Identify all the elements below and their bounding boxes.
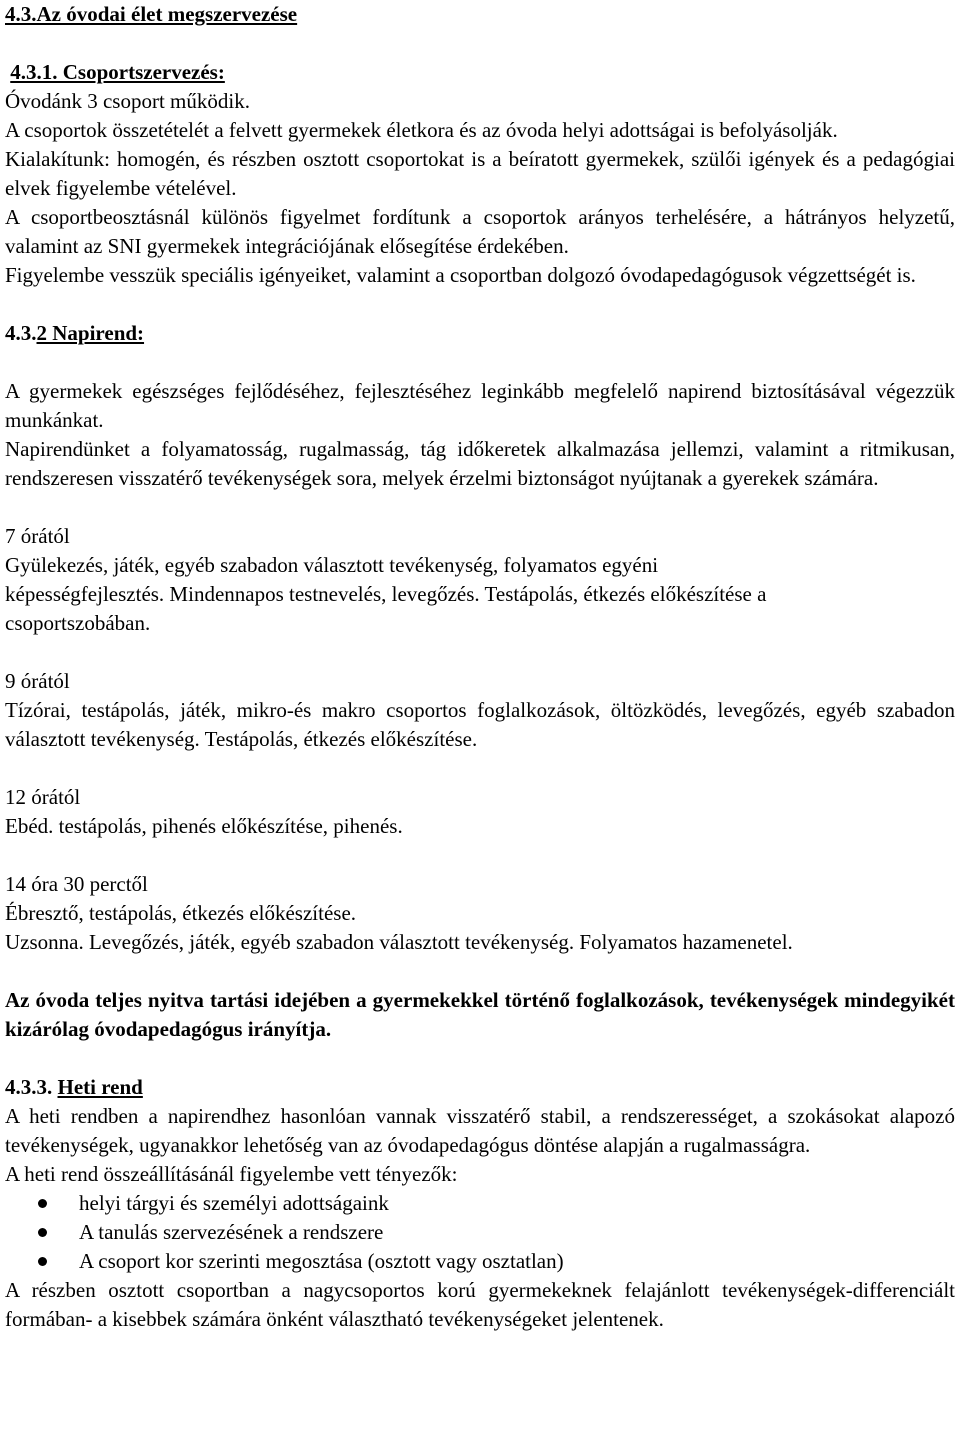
list-item — [5, 1218, 955, 1247]
bold-note: Az óvoda teljes nyitva tartási idejében a gyermekekkel történő foglalkozások, tevékenységek mindegyikét kizárólag óvodapedagógus irányítja. — [5, 988, 955, 1041]
spacer — [5, 841, 955, 870]
spacer — [5, 290, 955, 319]
schedule-time-9: 9 órától — [5, 669, 70, 693]
list-item — [5, 1189, 955, 1218]
schedule-time-12: 12 órától — [5, 785, 81, 809]
schedule-line: Tízórai, testápolás, játék, mikro-és makro csoportos foglalkozások, öltözködés, levegőzés, egyéb szabadon választott tevékenység. Testápolás, étkezés előkészítése. — [5, 698, 955, 751]
bullet-icon — [38, 1199, 47, 1208]
factors-list — [5, 1189, 955, 1276]
daily-paragraph-1: A gyermekek egészséges fejlődéséhez, fejlesztéséhez leginkább megfelelő napirend biztosításával végezzük munkánkat. — [5, 379, 955, 432]
schedule-line: Ebéd. testápolás, pihenés előkészítése, pihenés. — [5, 814, 403, 838]
schedule-line: Uzsonna. Levegőzés, játék, egyéb szabadon választott tevékenység. Folyamatos hazamenetel. — [5, 930, 793, 954]
list-item-text: A csoport kor szerinti megosztása (osztott vagy osztatlan) — [79, 1249, 564, 1273]
daily-heading-text: 2 Napirend: — [36, 321, 145, 345]
schedule-time-14-30: 14 óra 30 perctől — [5, 872, 148, 896]
weekly-paragraph-3: A részben osztott csoportban a nagycsoportos korú gyermekeknek felajánlott tevékenységek-differenciált formában- a kisebbek számára önként választható tevékenységeket jelentenek. — [5, 1278, 955, 1331]
groups-paragraph-5: Figyelembe vesszük speciális igényeiket, valamint a csoportban dolgozó óvodapedagógusok végzettségét is. — [5, 263, 916, 287]
schedule-time-7: 7 órától — [5, 524, 70, 548]
schedule-line: Ébresztő, testápolás, étkezés előkészítése. — [5, 901, 357, 925]
section-title: 4.3.Az óvodai élet megszervezése — [5, 2, 298, 26]
daily-heading — [5, 319, 955, 348]
weekly-paragraph-1: A heti rendben a napirendhez hasonlóan vannak visszatérő stabil, a rendszerességet, a szokásokat alapozó tevékenységek, ugyanakkor lehetőség van az óvodapedagógus döntése alapján a rugalmasságra. — [5, 1104, 955, 1157]
groups-heading — [5, 58, 955, 87]
list-item-text: A tanulás szervezésének a rendszere — [79, 1220, 384, 1244]
schedule-line: csoportszobában. — [5, 611, 151, 635]
spacer — [5, 493, 955, 522]
groups-paragraph-1: Óvodánk 3 csoport működik. — [5, 89, 250, 113]
groups-heading-text: 4.3.1. Csoportszervezés: — [10, 60, 225, 84]
document-page — [5, 0, 955, 1334]
spacer — [5, 1044, 955, 1073]
daily-heading-number: 4.3. — [5, 321, 37, 345]
spacer — [5, 29, 955, 58]
weekly-heading — [5, 1073, 955, 1102]
schedule-line: Gyülekezés, játék, egyéb szabadon választott tevékenység, folyamatos egyéni — [5, 553, 659, 577]
groups-paragraph-4: A csoportbeosztásnál különös figyelmet fordítunk a csoportok arányos terhelésére, a hátrányos helyzetű, valamint az SNI gyermekek integrációjának elősegítése érdekében. — [5, 205, 955, 258]
weekly-heading-text: Heti rend — [57, 1075, 143, 1099]
bullet-icon — [38, 1228, 47, 1237]
daily-paragraph-2: Napirendünket a folyamatosság, rugalmasság, tág időkeretek alkalmazása jellemzi, valamint a ritmikusan, rendszeresen visszatérő tevékenységek sora, melyek érzelmi biztonságot nyújtanak a gyerekek számára. — [5, 437, 955, 490]
schedule-line: képességfejlesztés. Mindennapos testnevelés, levegőzés. Testápolás, étkezés előkészítése a — [5, 582, 767, 606]
spacer — [5, 348, 955, 377]
weekly-heading-number: 4.3.3. — [5, 1075, 53, 1099]
spacer — [5, 754, 955, 783]
bullet-icon — [38, 1257, 47, 1266]
spacer — [5, 638, 955, 667]
spacer — [5, 957, 955, 986]
weekly-paragraph-2: A heti rend összeállításánál figyelembe vett tényezők: — [5, 1162, 458, 1186]
groups-paragraph-2: A csoportok összetételét a felvett gyermekek életkora és az óvoda helyi adottságai is befolyásolják. — [5, 118, 838, 142]
list-item — [5, 1247, 955, 1276]
list-item-text: helyi tárgyi és személyi adottságaink — [79, 1191, 389, 1215]
groups-paragraph-3: Kialakítunk: homogén, és részben osztott csoportokat is a beíratott gyermekek, szülői igények és a pedagógiai elvek figyelembe vételével. — [5, 147, 955, 200]
